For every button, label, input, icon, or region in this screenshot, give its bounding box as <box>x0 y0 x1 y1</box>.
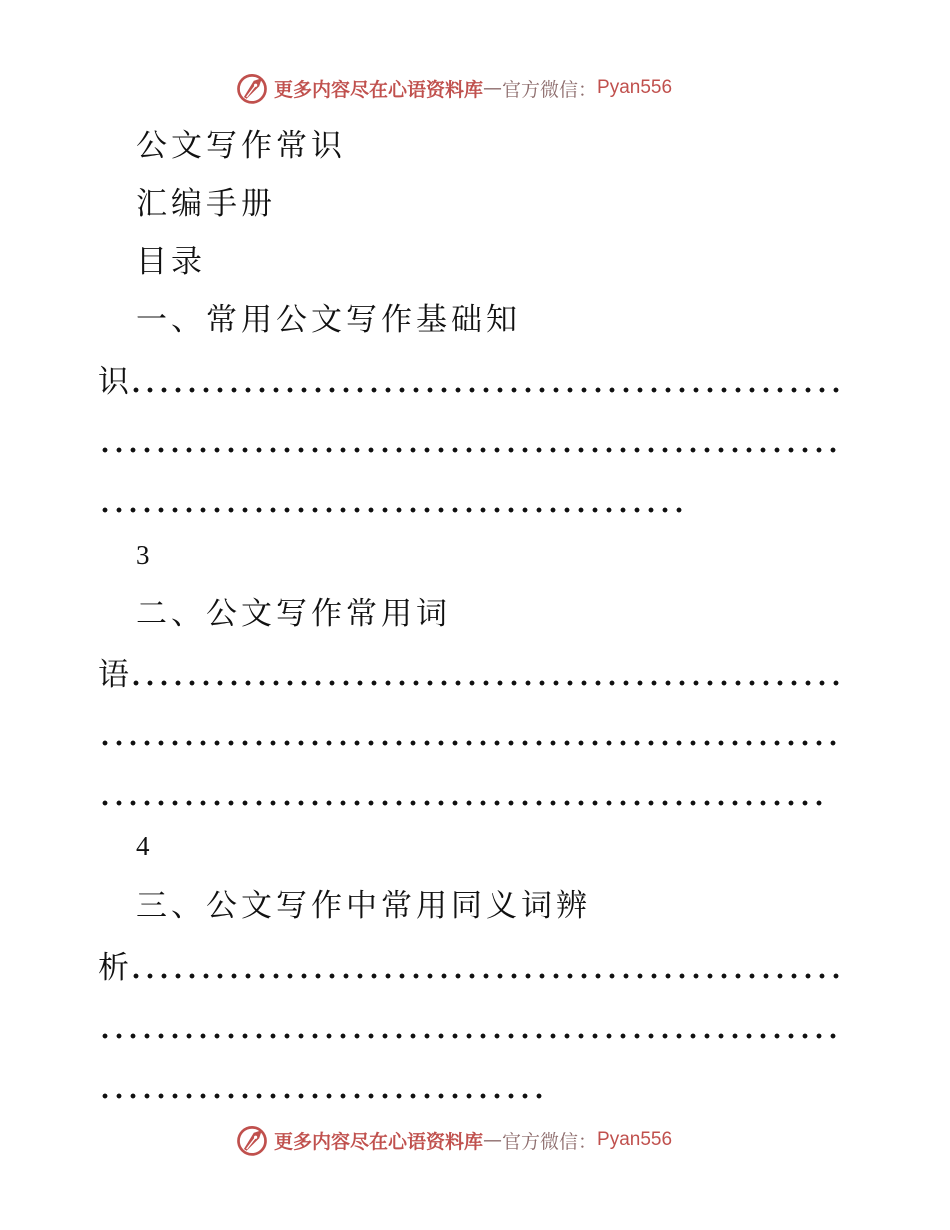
toc-entry-3-leader-row-1 <box>98 948 842 988</box>
dot-leader <box>98 740 842 746</box>
toc-entry-1-title[interactable]: 一、常用公文写作基础知 <box>136 302 521 338</box>
pen-nib-logo-icon <box>234 70 270 106</box>
dot-leader <box>98 1093 550 1099</box>
watermark-wechat-id: Pyan556 <box>597 1129 673 1150</box>
dot-leader <box>98 447 842 453</box>
toc-entry-1-leader-row-1 <box>98 362 842 402</box>
toc-entry-2-title-tail: 语 <box>98 657 129 693</box>
toc-entry-1-leader-row-3 <box>98 482 842 522</box>
watermark-wechat-id: Pyan556 <box>597 77 673 98</box>
document-subtitle: 汇编手册 <box>136 186 276 222</box>
toc-entry-1-title-tail: 识 <box>98 364 129 400</box>
watermark-text: 更多内容尽在心语资料库 <box>274 78 484 101</box>
toc-entry-3-leader-row-3 <box>98 1068 842 1108</box>
dot-leader <box>98 507 686 513</box>
toc-entry-1-page[interactable]: 3 <box>136 540 150 570</box>
toc-entry-1-leader-row-2 <box>98 422 842 462</box>
pen-nib-logo-icon <box>234 1122 270 1158</box>
toc-entry-3-title-tail: 析 <box>98 950 129 986</box>
watermark-separator: — <box>483 1129 503 1151</box>
dot-leader <box>98 1033 842 1039</box>
toc-entry-2-page[interactable]: 4 <box>136 831 150 861</box>
watermark-text: 更多内容尽在心语资料库 <box>274 1130 484 1153</box>
toc-heading: 目录 <box>136 244 206 280</box>
toc-entry-3-leader-row-2 <box>98 1008 842 1048</box>
dot-leader <box>129 680 841 686</box>
footer-watermark <box>234 1120 672 1160</box>
watermark-separator: — <box>483 77 503 99</box>
header-watermark <box>234 68 672 108</box>
watermark-wechat-label: 官方微信： <box>502 78 598 101</box>
dot-leader <box>129 973 841 979</box>
document-title: 公文写作常识 <box>136 128 346 164</box>
toc-entry-2-leader-row-2 <box>98 715 842 755</box>
toc-entry-2-title[interactable]: 二、公文写作常用词 <box>136 596 451 632</box>
toc-entry-2-leader-row-1 <box>98 655 842 695</box>
toc-entry-2-leader-row-3 <box>98 775 842 815</box>
toc-entry-3-title[interactable]: 三、公文写作中常用同义词辨 <box>136 888 591 924</box>
dot-leader <box>129 387 841 393</box>
watermark-wechat-label: 官方微信： <box>502 1130 598 1153</box>
dot-leader <box>98 800 826 806</box>
